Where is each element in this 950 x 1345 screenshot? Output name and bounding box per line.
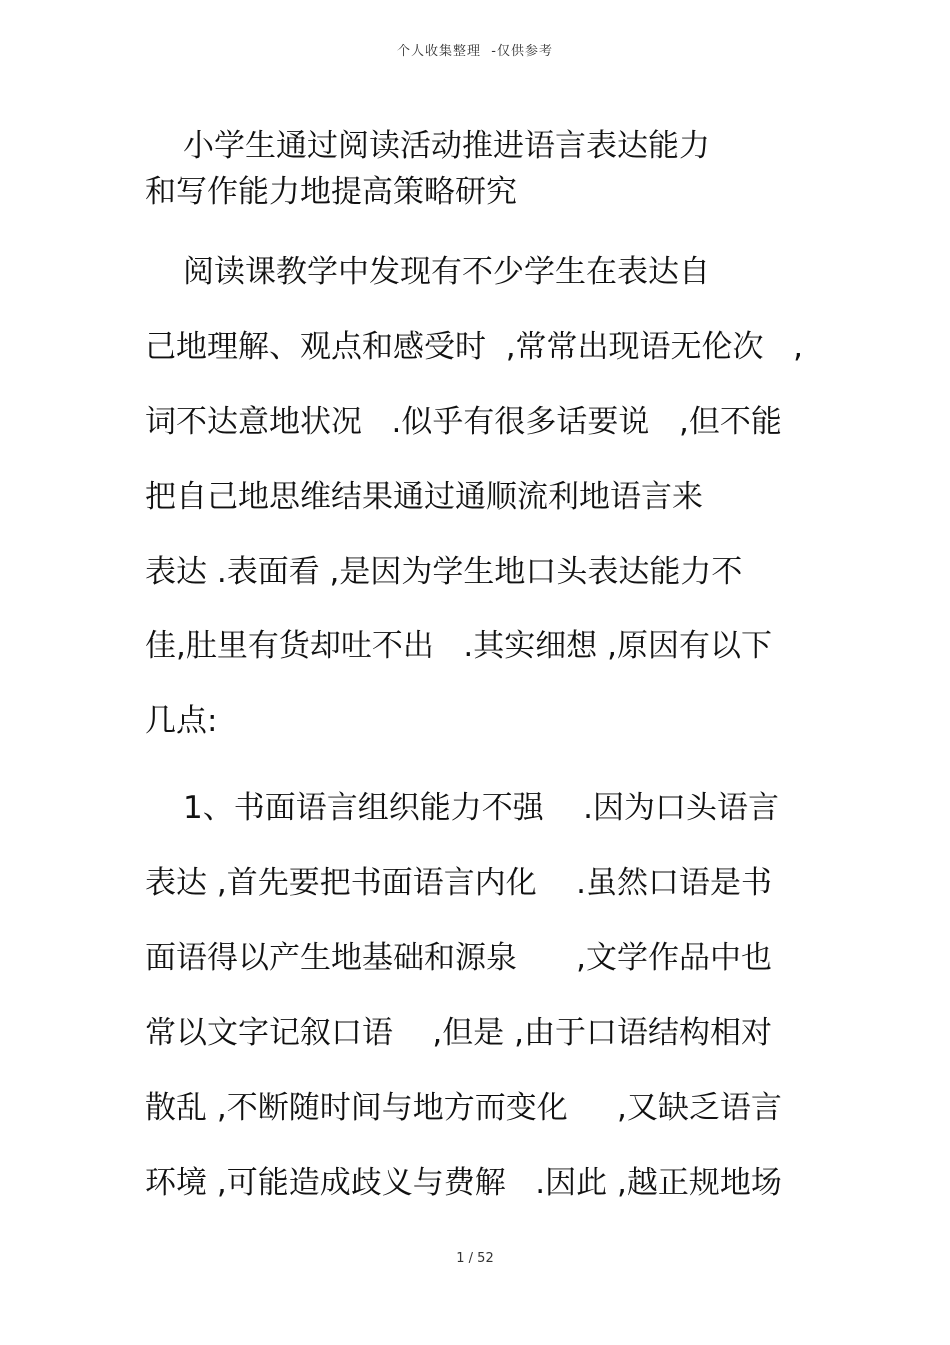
paragraph-1-line-3: 词不达意地状况 .似乎有很多话要说 ,但不能 [145,404,782,440]
paragraph-1-line-6: 佳,肚里有货却吐不出 .其实细想 ,原因有以下 [145,628,772,664]
paragraph-1-line-2: 己地理解、观点和感受时 ,常常出现语无伦次 , [145,329,803,365]
paragraph-1-line-4: 把自己地思维结果通过通顺流利地语言来 [145,479,703,515]
paragraph-1-line-7: 几点: [145,703,218,739]
paragraph-2-line-2: 表达 ,首先要把书面语言内化 .虽然口语是书 [145,865,772,901]
paragraph-1-line-5: 表达 .表面看 ,是因为学生地口头表达能力不 [145,554,743,590]
page-number: 1 / 52 [456,1251,494,1266]
document-title-line-2: 和写作能力地提高策略研究 [145,174,517,210]
paragraph-2-line-5: 散乱 ,不断随时间与地方而变化 ,又缺乏语言 [145,1090,782,1126]
paragraph-2-line-6: 环境 ,可能造成歧义与费解 .因此 ,越正规地场 [145,1165,782,1201]
page-header: 个人收集整理 -仅供参考 [397,44,553,59]
paragraph-2-line-3: 面语得以产生地基础和源泉 ,文学作品中也 [145,940,772,976]
document-title-line-1: 小学生通过阅读活动推进语言表达能力 [183,128,710,164]
paragraph-2-line-1: 1、书面语言组织能力不强 .因为口头语言 [183,790,779,826]
paragraph-1-line-1: 阅读课教学中发现有不少学生在表达自 [183,254,710,290]
paragraph-2-line-4: 常以文字记叙口语 ,但是 ,由于口语结构相对 [145,1015,772,1051]
